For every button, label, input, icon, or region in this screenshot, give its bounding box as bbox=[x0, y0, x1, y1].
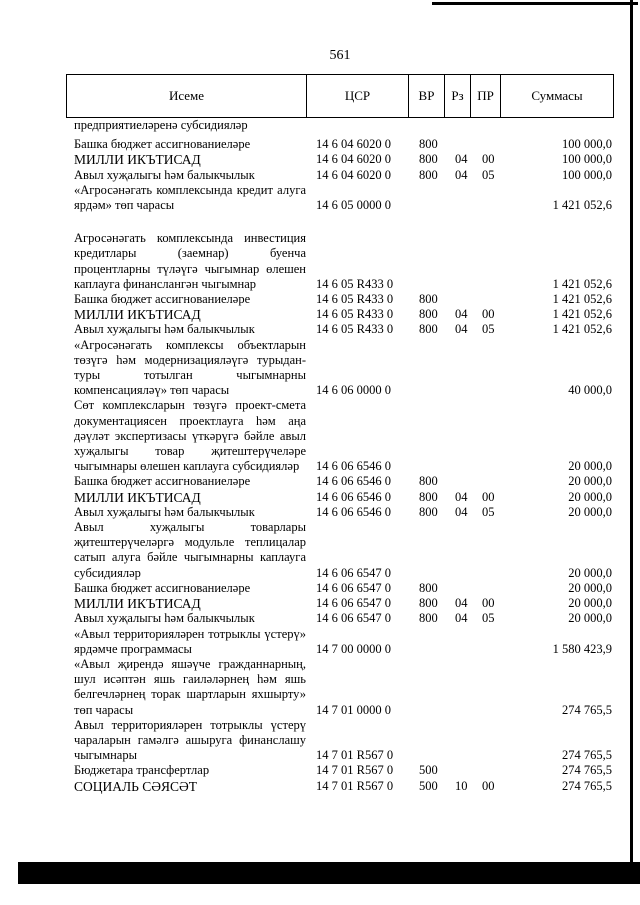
row-sum: 274 765,5 bbox=[562, 748, 612, 763]
row-csr: 14 6 04 6020 0 bbox=[316, 167, 391, 182]
row-csr: 14 6 06 0000 0 bbox=[316, 383, 391, 398]
row-pr: 00 bbox=[482, 489, 495, 504]
row-name: СОЦИАЛЬ СӘЯСӘТ bbox=[74, 778, 198, 794]
row-csr: 14 7 01 R567 0 bbox=[316, 748, 394, 763]
table-row bbox=[74, 168, 614, 183]
row-vr: 800 bbox=[419, 611, 438, 626]
row-vr: 800 bbox=[419, 322, 438, 337]
row-sum: 20 000,0 bbox=[568, 565, 612, 580]
row-pr: 00 bbox=[482, 596, 495, 611]
row-sum: 1 421 052,6 bbox=[552, 307, 612, 322]
row-sum: 20 000,0 bbox=[568, 489, 612, 504]
row-sum: 20 000,0 bbox=[568, 459, 612, 474]
table-row bbox=[74, 474, 614, 489]
table-row bbox=[74, 520, 614, 581]
row-pr: 05 bbox=[482, 611, 495, 626]
row-name: МИЛЛИ ИКЪТИСАД bbox=[74, 489, 201, 505]
row-rz: 04 bbox=[455, 504, 468, 519]
row-csr: 14 6 05 R433 0 bbox=[316, 307, 394, 322]
row-csr: 14 7 01 0000 0 bbox=[316, 702, 391, 717]
row-name: Авыл хуҗалыгы һәм балыкчылык bbox=[74, 322, 255, 337]
row-rz: 04 bbox=[455, 152, 468, 167]
row-csr: 14 6 06 6546 0 bbox=[316, 504, 391, 519]
row-sum: 274 765,5 bbox=[562, 702, 612, 717]
row-vr: 800 bbox=[419, 307, 438, 322]
row-sum: 20 000,0 bbox=[568, 580, 612, 595]
row-pr: 00 bbox=[482, 307, 495, 322]
table-body bbox=[74, 118, 614, 794]
header-rz: Рз bbox=[445, 75, 471, 117]
row-rz: 04 bbox=[455, 307, 468, 322]
table-row bbox=[74, 338, 614, 399]
table-row bbox=[74, 307, 614, 322]
row-rz: 04 bbox=[455, 611, 468, 626]
header-pr: ПР bbox=[471, 75, 501, 117]
table-row bbox=[74, 779, 614, 794]
row-csr: 14 6 06 6547 0 bbox=[316, 580, 391, 595]
row-pr: 05 bbox=[482, 504, 495, 519]
row-csr: 14 6 06 6547 0 bbox=[316, 596, 391, 611]
bottom-scan-bar bbox=[18, 862, 640, 884]
row-name: Авыл хуҗалыгы һәм балыкчылык bbox=[74, 611, 255, 626]
row-rz: 04 bbox=[455, 167, 468, 182]
table-row bbox=[74, 152, 614, 167]
table-row bbox=[74, 718, 614, 764]
table-row bbox=[74, 118, 614, 133]
table-row bbox=[74, 581, 614, 596]
table-row bbox=[74, 611, 614, 626]
row-sum: 20 000,0 bbox=[568, 611, 612, 626]
row-rz: 04 bbox=[455, 322, 468, 337]
row-csr: 14 6 05 R433 0 bbox=[316, 322, 394, 337]
row-name: Агросәнәгать комплексында инвестиция кредитлары (заемнар) буенча процентларны түләүгә чыгымнар өлешен каплауга финанслангән чыгымнар bbox=[74, 231, 306, 291]
row-pr: 05 bbox=[482, 322, 495, 337]
row-pr: 05 bbox=[482, 167, 495, 182]
table-row bbox=[74, 292, 614, 307]
row-name: Бюджетара трансфертлар bbox=[74, 763, 210, 778]
row-csr: 14 6 05 0000 0 bbox=[316, 198, 391, 213]
table-row bbox=[74, 627, 614, 657]
table-row bbox=[74, 596, 614, 611]
row-pr: 00 bbox=[482, 152, 495, 167]
top-rule bbox=[432, 2, 638, 5]
row-name: Авыл территорияләрен тотрыклы үстерү чараларын гамәлгә ашыруга финанслашу чыгымнары bbox=[74, 717, 306, 763]
row-sum: 100 000,0 bbox=[562, 137, 612, 152]
row-rz: 10 bbox=[455, 778, 468, 793]
row-vr: 800 bbox=[419, 152, 438, 167]
header-vr: ВР bbox=[409, 75, 445, 117]
row-name: Башка бюджет ассигнованиеләре bbox=[74, 137, 251, 152]
row-csr: 14 6 04 6020 0 bbox=[316, 137, 391, 152]
row-sum: 20 000,0 bbox=[568, 596, 612, 611]
row-vr: 800 bbox=[419, 580, 438, 595]
header-csr: ЦСР bbox=[307, 75, 409, 117]
row-name: Авыл хуҗалыгы һәм балыкчылык bbox=[74, 504, 255, 519]
row-vr: 800 bbox=[419, 596, 438, 611]
row-name: МИЛЛИ ИКЪТИСАД bbox=[74, 307, 201, 323]
row-sum: 20 000,0 bbox=[568, 474, 612, 489]
row-csr: 14 7 00 0000 0 bbox=[316, 641, 391, 656]
row-name: «Авыл җирендә яшәүче гражданнарның, шул исәптән яшь гаиләләрнең һәм яшь белгечләрнең торак шартларын яхшырту» төп чарасы bbox=[74, 656, 306, 717]
table-header bbox=[66, 74, 614, 118]
row-csr: 14 6 06 6547 0 bbox=[316, 565, 391, 580]
row-name: Сөт комплексларын төзүгә проект-смета документациясен проектлауга һәм аңа дәүләт экспертизасы үткәрүгә бәйле авыл хуҗалыгы товар җитештерүчеләре чыгымнары өлешен каплауга субсидияләр bbox=[74, 398, 306, 474]
row-csr: 14 6 06 6546 0 bbox=[316, 474, 391, 489]
row-vr: 800 bbox=[419, 474, 438, 489]
row-sum: 100 000,0 bbox=[562, 167, 612, 182]
row-name: «Агросәнәгать комплексында кредит алуга ярдәм» төп чарасы bbox=[74, 182, 306, 213]
header-sum: Суммасы bbox=[531, 88, 583, 103]
row-rz: 04 bbox=[455, 489, 468, 504]
row-vr: 800 bbox=[419, 489, 438, 504]
row-name: Башка бюджет ассигнованиеләре bbox=[74, 580, 251, 595]
row-csr: 14 6 06 6546 0 bbox=[316, 489, 391, 504]
row-sum: 1 421 052,6 bbox=[552, 292, 612, 307]
row-sum: 274 765,5 bbox=[562, 778, 612, 793]
row-name: Авыл хуҗалыгы товарлары җитештерүчеләргә модульле теплицалар сатып алуга бәйле чыгымнарны каплауга субсидияләр bbox=[74, 520, 306, 580]
row-csr: 14 6 05 R433 0 bbox=[316, 292, 394, 307]
row-sum: 1 421 052,6 bbox=[552, 198, 612, 213]
right-edge-rule bbox=[630, 0, 633, 870]
row-name: Авыл хуҗалыгы һәм балыкчылык bbox=[74, 167, 255, 182]
row-sum: 1 421 052,6 bbox=[552, 322, 612, 337]
row-csr: 14 7 01 R567 0 bbox=[316, 778, 394, 793]
table-row bbox=[74, 183, 614, 213]
row-name: МИЛЛИ ИКЪТИСАД bbox=[74, 152, 201, 168]
table-row bbox=[74, 137, 614, 152]
row-sum: 1 580 423,9 bbox=[552, 641, 612, 656]
row-name: «Агросәнәгать комплексы объектларын төзүгә һәм модернизацияләүгә турыдан-туры тотылган чыгымнарны компенсацияләү» төп чарасы bbox=[74, 337, 306, 398]
table-row bbox=[74, 322, 614, 337]
row-sum: 40 000,0 bbox=[568, 383, 612, 398]
table-row bbox=[74, 505, 614, 520]
table-row bbox=[74, 657, 614, 718]
row-csr: 14 6 04 6020 0 bbox=[316, 152, 391, 167]
row-rz: 04 bbox=[455, 596, 468, 611]
row-sum: 20 000,0 bbox=[568, 504, 612, 519]
table-row bbox=[74, 231, 614, 292]
table-row bbox=[74, 398, 614, 474]
row-name: Башка бюджет ассигнованиеләре bbox=[74, 292, 251, 307]
row-name: Башка бюджет ассигнованиеләре bbox=[74, 474, 251, 489]
row-vr: 500 bbox=[419, 763, 438, 778]
row-csr: 14 6 06 6547 0 bbox=[316, 611, 391, 626]
row-sum: 1 421 052,6 bbox=[552, 276, 612, 291]
row-csr: 14 6 05 R433 0 bbox=[316, 276, 394, 291]
row-vr: 800 bbox=[419, 137, 438, 152]
row-sum: 274 765,5 bbox=[562, 763, 612, 778]
row-sum: 100 000,0 bbox=[562, 152, 612, 167]
row-name: МИЛЛИ ИКЪТИСАД bbox=[74, 596, 201, 612]
table-row bbox=[74, 763, 614, 778]
page-number: 561 bbox=[329, 48, 351, 63]
header-name: Исеме bbox=[67, 75, 307, 117]
row-name: «Авыл территорияләрен тотрыклы үстерү» ярдәмче программасы bbox=[74, 626, 306, 656]
row-vr: 800 bbox=[419, 292, 438, 307]
row-vr: 500 bbox=[419, 778, 438, 793]
row-name: предприятиеләренә субсидияләр bbox=[74, 118, 248, 132]
row-csr: 14 7 01 R567 0 bbox=[316, 763, 394, 778]
row-csr: 14 6 06 6546 0 bbox=[316, 459, 391, 474]
table-row bbox=[74, 490, 614, 505]
row-pr: 00 bbox=[482, 778, 495, 793]
row-vr: 800 bbox=[419, 167, 438, 182]
row-vr: 800 bbox=[419, 504, 438, 519]
